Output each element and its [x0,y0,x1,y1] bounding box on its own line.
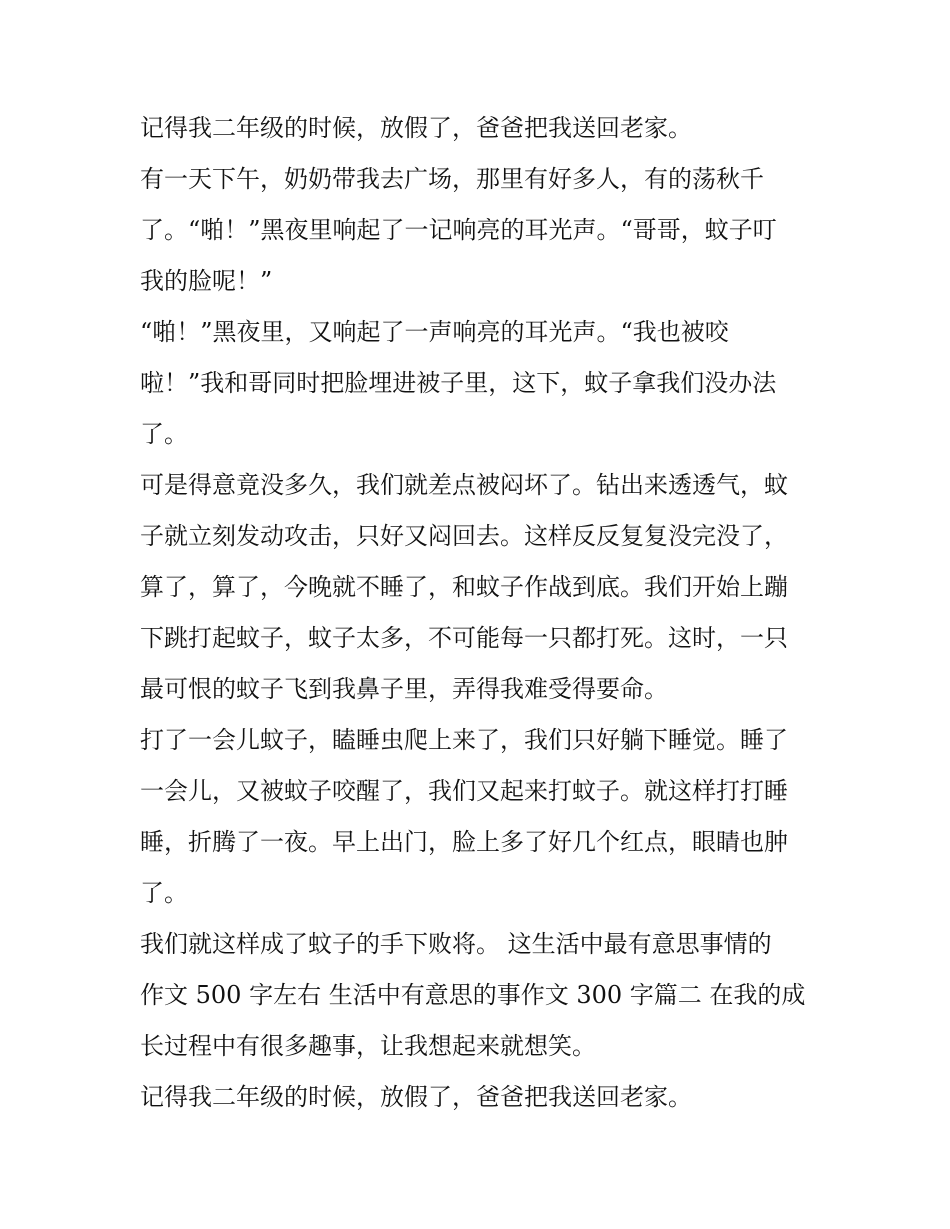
text-line: 算了，算了，今晚就不睡了，和蚊子作战到底。我们开始上蹦 [140,573,788,601]
text-line: 子就立刻发动攻击，只好又闷回去。这样反反复复没完没了， [140,522,788,550]
text-line: 打了一会儿蚊子，瞌睡虫爬上来了，我们只好躺下睡觉。睡了 [140,726,788,754]
text-line: 了。 [140,879,188,907]
text-line: 我们就这样成了蚊子的手下败将。 这生活中最有意思事情的 [140,930,772,958]
text-line: 下跳打起蚊子，蚊子太多，不可能每一只都打死。这时，一只 [140,624,788,652]
text-line: 作文 500 字左右 生活中有意思的事作文 300 字篇二 在我的成 [140,981,806,1009]
text-line: “啪！”黑夜里，又响起了一声响亮的耳光声。“我也被咬 [140,318,729,346]
text-line: 了。“啪！”黑夜里响起了一记响亮的耳光声。“哥哥，蚊子叮 [140,216,777,244]
text-line: 可是得意竟没多久，我们就差点被闷坏了。钻出来透透气，蚊 [140,471,788,499]
text-line: 了。 [140,420,188,448]
text-line: 记得我二年级的时候，放假了，爸爸把我送回老家。 [140,114,692,142]
text-line: 最可恨的蚊子飞到我鼻子里，弄得我难受得要命。 [140,675,668,703]
text-line: 睡，折腾了一夜。早上出门，脸上多了好几个红点，眼睛也肿 [140,828,788,856]
text-line: 我的脸呢！” [140,267,273,295]
text-line: 一会儿，又被蚊子咬醒了，我们又起来打蚊子。就这样打打睡 [140,777,788,805]
text-line: 长过程中有很多趣事，让我想起来就想笑。 [140,1032,596,1060]
text-line: 啦！”我和哥同时把脸埋进被子里，这下，蚊子拿我们没办法 [140,369,777,397]
text-line: 有一天下午，奶奶带我去广场，那里有好多人，有的荡秋千 [140,165,764,193]
text-line: 记得我二年级的时候，放假了，爸爸把我送回老家。 [140,1083,692,1111]
